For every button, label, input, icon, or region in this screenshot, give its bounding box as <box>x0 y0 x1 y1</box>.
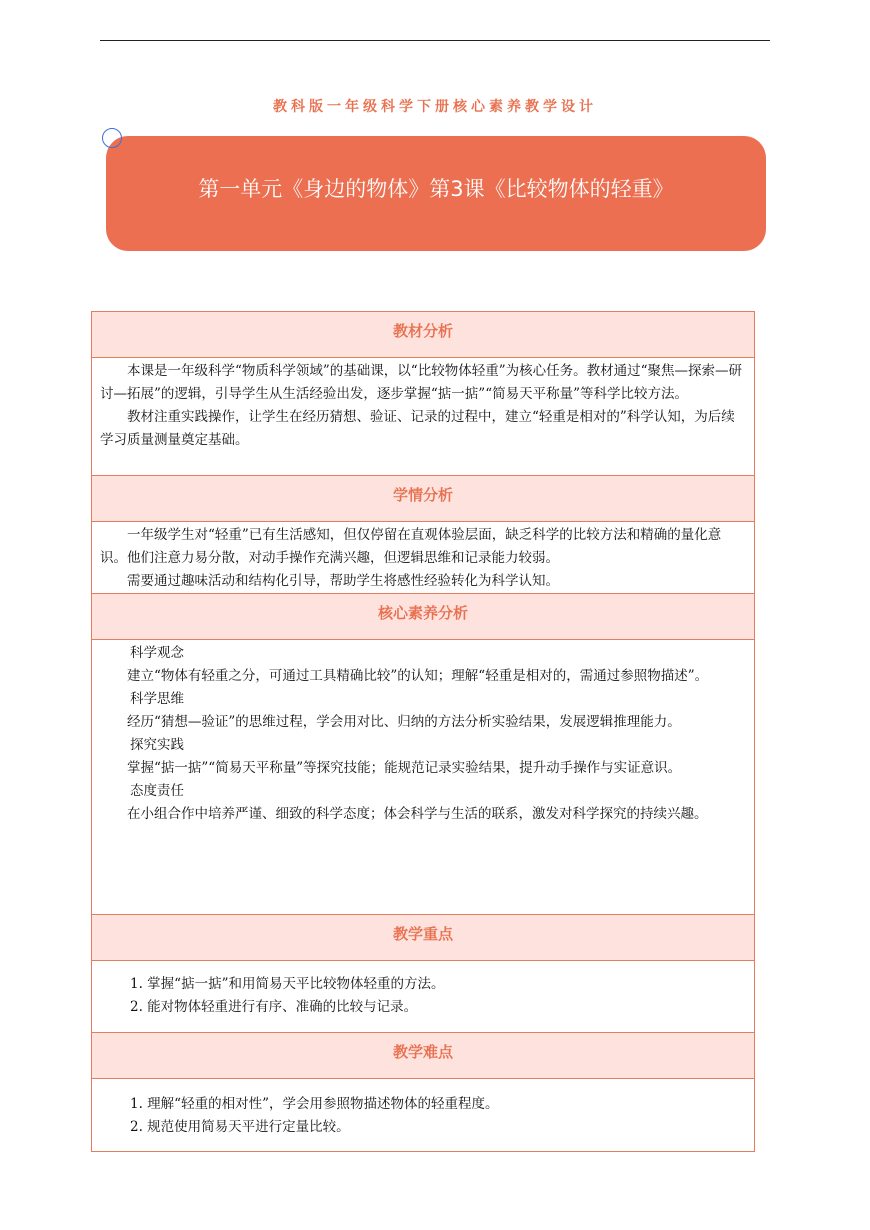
section-heading-keypoints: 教学重点 <box>92 915 754 961</box>
list-item: 1. 掌握“掂一掂”和用简易天平比较物体轻重的方法。 <box>130 976 445 992</box>
paragraph: 掌握“掂一掂”“简易天平称量”等探究技能；能规范记录实验结果，提升动手操作与实证意识。 <box>127 760 682 776</box>
category-label: 科学思维 <box>130 691 184 707</box>
title-banner <box>106 136 766 251</box>
paragraph: 教材注重实践操作，让学生在经历猜想、验证、记录的过程中，建立“轻重是相对的”科学认知，为后续学习质量测量奠定基础。 <box>100 409 735 448</box>
section-body-difficulties <box>92 1079 754 1151</box>
section-heading-students: 学情分析 <box>92 476 754 522</box>
paragraph: 经历“猜想—验证”的思维过程，学会用对比、归纳的方法分析实验结果，发展逻辑推理能力。 <box>127 714 681 730</box>
decorative-circle-icon <box>102 128 122 148</box>
category-label: 探究实践 <box>130 737 184 753</box>
category-label: 态度责任 <box>130 783 184 799</box>
list-item: 1. 理解“轻重的相对性”，学会用参照物描述物体的轻重程度。 <box>130 1096 499 1112</box>
paragraph: 本课是一年级科学“物质科学领域”的基础课，以“比较物体轻重”为核心任务。教材通过“聚焦—探索—研讨—拓展”的逻辑，引导学生从生活经验出发，逐步掌握“掂一掂”“简易天平称量”等科学比较方法。 <box>100 363 743 402</box>
section-heading-difficulties: 教学难点 <box>92 1033 754 1079</box>
paragraph: 需要通过趣味活动和结构化引导，帮助学生将感性经验转化为科学认知。 <box>127 573 559 589</box>
section-body-literacy <box>92 640 754 915</box>
header-rule <box>100 40 770 41</box>
paragraph: 在小组合作中培养严谨、细致的科学态度；体会科学与生活的联系，激发对科学探究的持续兴趣。 <box>127 806 708 822</box>
series-title: 教科版一年级科学下册核心素养教学设计 <box>273 99 597 115</box>
section-heading-literacy: 核心素养分析 <box>92 594 754 640</box>
category-label: 科学观念 <box>130 645 184 661</box>
paragraph: 一年级学生对“轻重”已有生活感知，但仅停留在直观体验层面，缺乏科学的比较方法和精确的量化意识。他们注意力易分散，对动手操作充满兴趣，但逻辑思维和记录能力较弱。 <box>100 527 722 566</box>
section-heading-textbook: 教材分析 <box>92 312 754 358</box>
section-body-students <box>92 522 754 594</box>
paragraph: 建立“物体有轻重之分，可通过工具精确比较”的认知；理解“轻重是相对的，需通过参照物描述”。 <box>127 668 709 684</box>
section-body-keypoints <box>92 961 754 1033</box>
lesson-title: 第一单元《身边的物体》第3课《比较物体的轻重》 <box>198 177 674 201</box>
list-item: 2. 规范使用简易天平进行定量比较。 <box>130 1119 350 1135</box>
lesson-design-table <box>91 311 755 1152</box>
list-item: 2. 能对物体轻重进行有序、准确的比较与记录。 <box>130 999 418 1015</box>
section-body-textbook <box>92 358 754 476</box>
